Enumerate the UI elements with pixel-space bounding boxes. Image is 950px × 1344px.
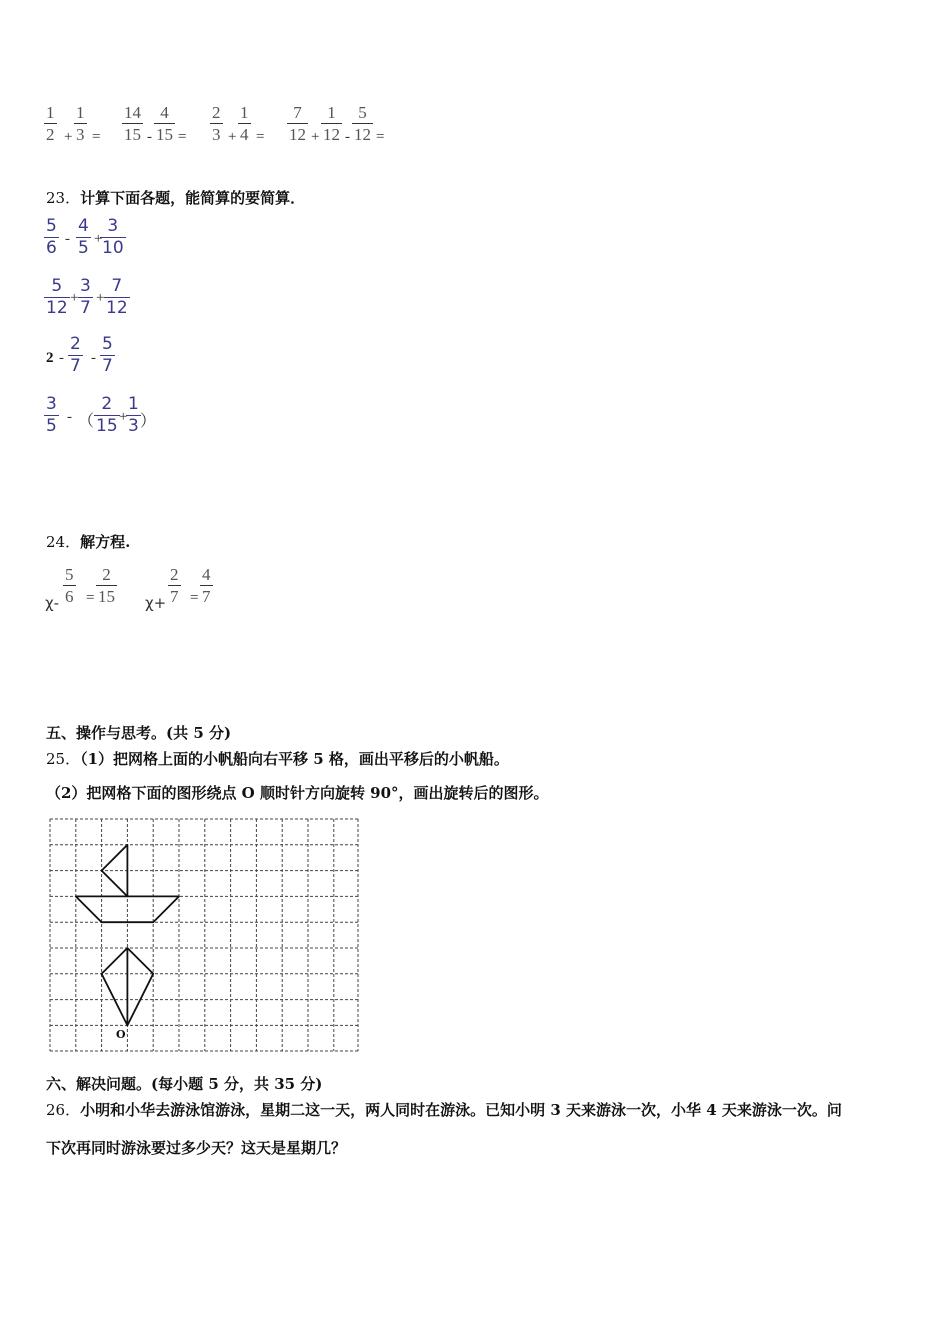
point-o-label: O — [116, 1028, 126, 1041]
operator: + — [228, 129, 237, 145]
equals-sign: = — [92, 129, 101, 145]
right-paren: ） — [140, 413, 157, 430]
question-24-heading: 24．解方程. — [46, 533, 131, 551]
question-26-line-1: 26．小明和小华去游泳馆游泳，星期二这一天，两人同时在游泳。已知小明 3 天来游泳一次，小华 4 天来游泳一次。问 — [46, 1101, 842, 1119]
operator: + — [64, 129, 73, 145]
fraction: 5 12 — [46, 276, 68, 318]
fraction: 5 6 — [46, 216, 57, 258]
operator: - — [91, 350, 96, 366]
question-26-line-2: 下次再同时游泳要过多少天？这天是星期几？ — [46, 1139, 347, 1157]
question-25-part-2: （2）把网格下面的图形绕点 O 顺时针方向旋转 90°，画出旋转后的图形。 — [46, 784, 549, 802]
variable: χ- — [45, 594, 60, 612]
operator: - — [65, 231, 70, 247]
fraction: 4 5 — [78, 216, 89, 258]
equals-sign: = — [86, 590, 95, 606]
fraction: 5 6 — [65, 565, 74, 606]
integer: 2 — [46, 350, 54, 366]
left-paren: （ — [78, 413, 95, 430]
operator: - — [345, 129, 350, 145]
fraction: 2 15 — [98, 565, 115, 606]
equals-sign: = — [256, 129, 265, 145]
fraction: 2 3 — [212, 103, 221, 144]
grid-lines — [50, 819, 358, 1051]
fraction: 1 4 — [240, 103, 249, 144]
fraction: 4 7 — [202, 565, 211, 606]
fraction: 5 12 — [354, 103, 371, 144]
fraction: 14 15 — [124, 103, 141, 144]
fraction: 7 12 — [106, 276, 128, 318]
fraction: 1 3 — [76, 103, 85, 144]
fraction: 4 15 — [156, 103, 173, 144]
fraction: 1 2 — [46, 103, 55, 144]
equals-sign: = — [376, 129, 385, 145]
fraction: 2 7 — [170, 565, 179, 606]
fraction: 5 7 — [102, 334, 113, 376]
equals-sign: = — [190, 590, 199, 606]
equals-sign: = — [178, 129, 187, 145]
operator: + — [311, 129, 320, 145]
variable: χ+ — [145, 594, 167, 612]
operator: + — [119, 409, 128, 425]
fraction: 2 7 — [70, 334, 81, 376]
question-25-part-1: 25．（1）把网格上面的小帆船向右平移 5 格，画出平移后的小帆船。 — [46, 750, 509, 768]
operator: + — [94, 231, 103, 247]
fraction: 3 5 — [46, 394, 57, 436]
fraction: 3 7 — [80, 276, 91, 318]
operator: - — [147, 129, 152, 145]
operator: + — [70, 290, 79, 306]
fraction: 7 12 — [289, 103, 306, 144]
fraction: 1 12 — [323, 103, 340, 144]
grid-figure — [48, 817, 360, 1053]
fraction: 1 3 — [128, 394, 139, 436]
fraction: 3 10 — [102, 216, 124, 258]
operator: + — [96, 290, 105, 306]
operator: - — [67, 409, 72, 425]
operator: - — [59, 350, 64, 366]
fraction: 2 15 — [96, 394, 118, 436]
section-6-title: 六、解决问题。(每小题 5 分，共 35 分) — [46, 1075, 323, 1093]
section-5-title: 五、操作与思考。(共 5 分) — [46, 724, 232, 742]
question-23-heading: 23．计算下面各题，能简算的要简算． — [46, 189, 306, 207]
